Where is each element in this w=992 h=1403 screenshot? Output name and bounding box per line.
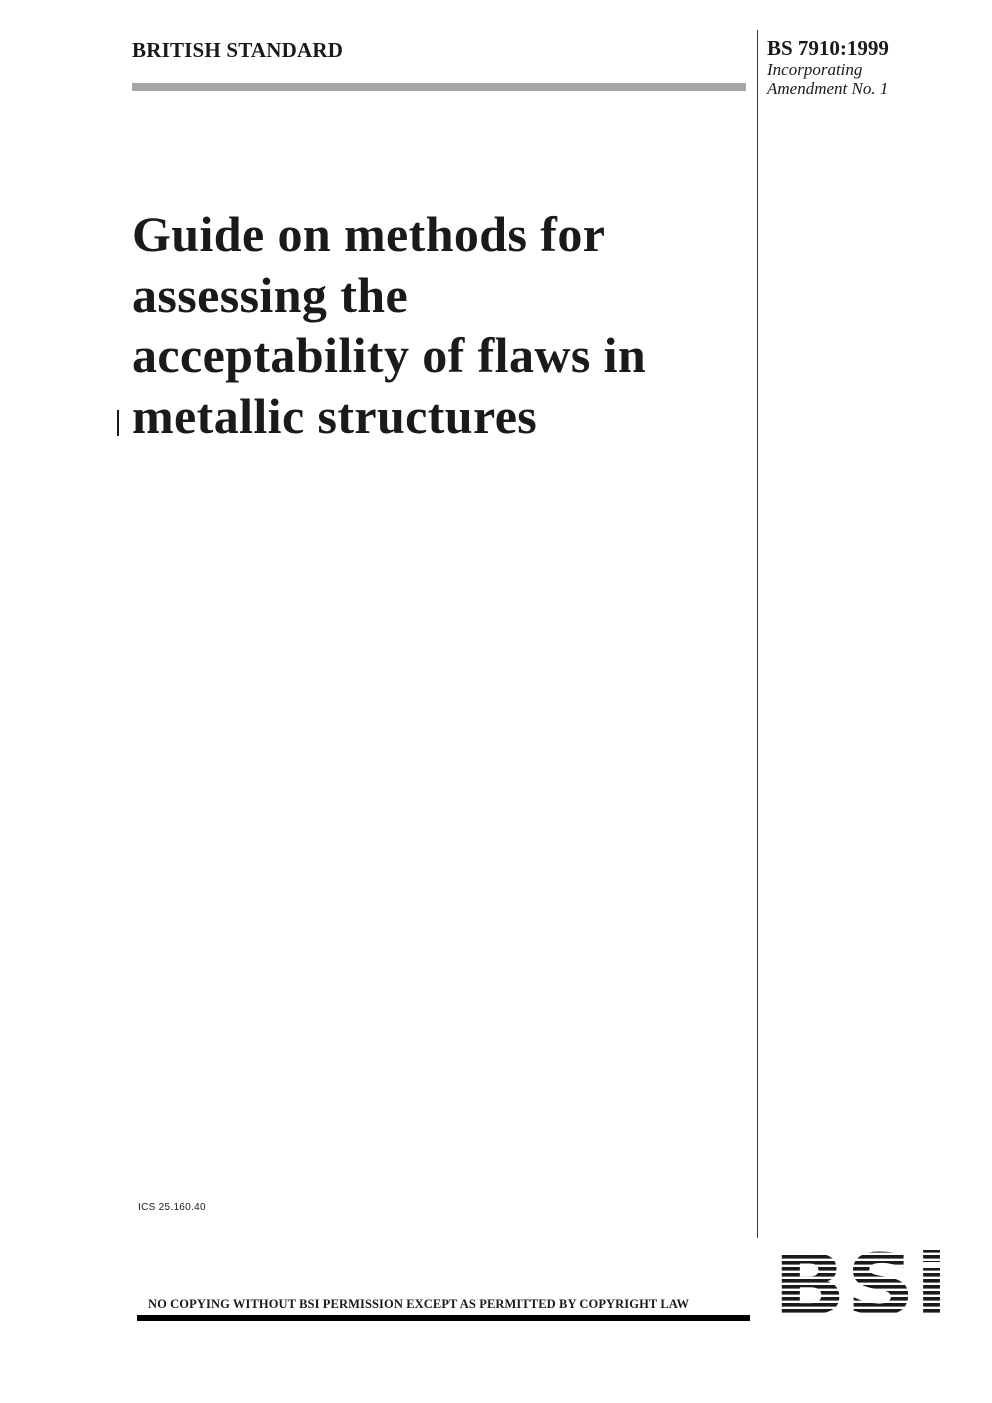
title-line-2: assessing the [132,266,409,323]
header-rule [132,83,746,91]
ics-code: ICS 25.160.40 [138,1202,206,1213]
title-line-3: acceptability of flaws in [132,327,647,383]
bsi-logo-icon [773,1243,948,1321]
standard-number: BS 7910:1999 [767,36,889,60]
title-line-1: Guide on methods for [132,206,606,262]
amendment-line-2: Amendment No. 1 [767,79,889,98]
title-line-4: metallic structures [132,387,538,444]
amendment-line-1: Incorporating [767,60,863,79]
amendment-note [767,60,888,98]
header-label: BRITISH STANDARD [132,38,344,62]
vertical-rule [757,30,758,1238]
copyright-notice: NO COPYING WITHOUT BSI PERMISSION EXCEPT AS PERMITTED BY COPYRIGHT LAW [148,1297,690,1311]
change-bar [117,410,119,436]
document-title [132,204,646,446]
footer-rule [137,1315,750,1321]
